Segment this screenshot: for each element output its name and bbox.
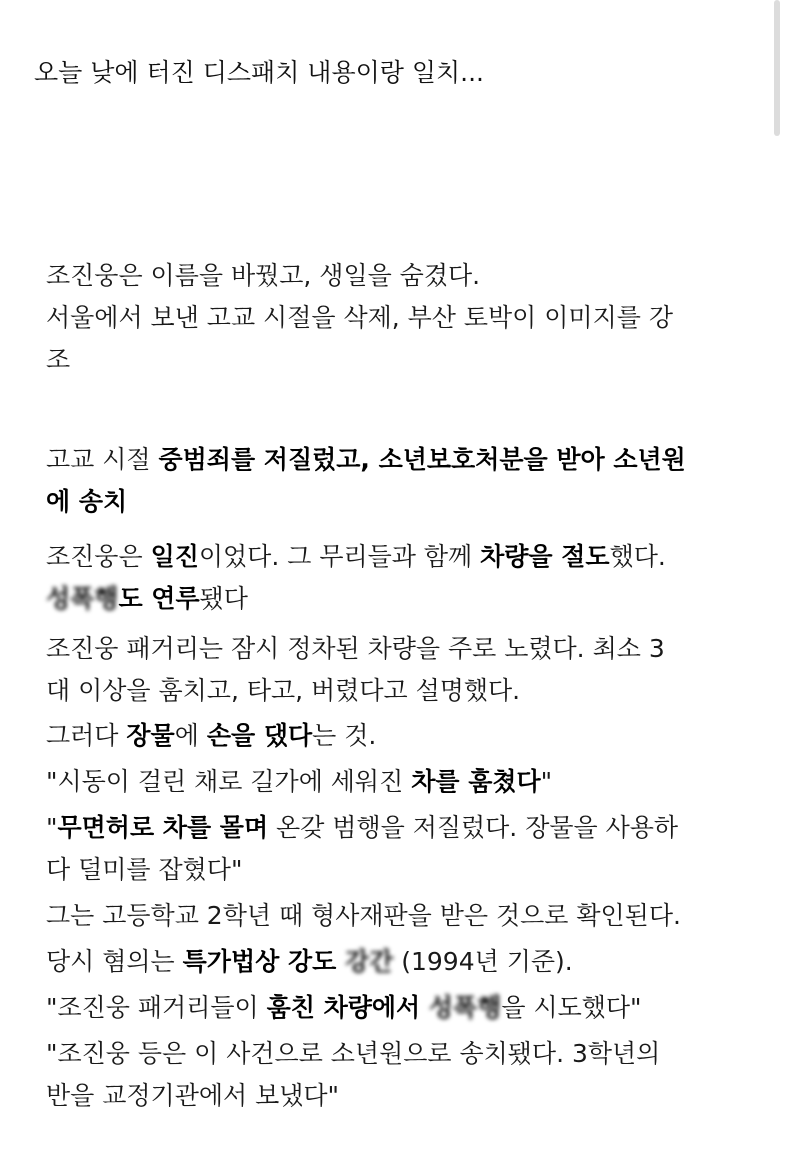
text-segment: 대 이상을 훔치고, 타고, 버렸다고 설명했다. <box>46 676 521 705</box>
text-segment: 됐다 <box>199 584 248 613</box>
text-segment: 조진웅 패거리는 잠시 정차된 차량을 주로 노렸다. 최소 3 <box>46 634 665 663</box>
article-line <box>46 898 681 934</box>
bold-text: 에 송치 <box>46 487 128 516</box>
text-segment: 그러다 <box>46 721 127 750</box>
article-line <box>46 990 642 1026</box>
article-line <box>46 1078 339 1114</box>
text-segment: 에 <box>174 721 207 750</box>
text-segment: 반을 교정기관에서 보냈다" <box>46 1081 340 1110</box>
text-segment: (1994년 기준). <box>393 947 573 976</box>
text-segment: 고교 시절 <box>46 445 159 474</box>
bold-text: 차량을 절도 <box>480 542 610 571</box>
censored-word: 성폭행 <box>428 993 502 1022</box>
bold-text: 장물 <box>126 721 175 750</box>
bold-text: 일진 <box>150 542 199 571</box>
text-segment: "조진웅 등은 이 사건으로 소년원으로 송치됐다. 3학년의 <box>46 1039 661 1068</box>
article-line <box>46 631 665 667</box>
text-segment: 을 시도했다" <box>501 993 642 1022</box>
bold-text: 중범죄를 저질렀고, 소년보호처분을 받아 소년원 <box>158 445 686 474</box>
article-line <box>46 1036 660 1072</box>
article-line <box>46 673 520 709</box>
article-line <box>46 852 242 888</box>
text-segment: 온갖 범행을 저질렀다. 장물을 사용하 <box>268 813 679 842</box>
bold-text: 무면허로 차를 몰며 <box>57 813 269 842</box>
article-line <box>46 300 673 336</box>
article-line <box>46 539 666 575</box>
text-segment: 당시 혐의는 <box>46 947 183 976</box>
article-line <box>46 442 686 478</box>
article-line <box>46 342 70 378</box>
censored-word: 강간 <box>344 947 394 976</box>
text-segment: " <box>540 767 553 796</box>
text-segment: 조진웅은 <box>46 542 151 571</box>
text-segment: 그는 고등학교 2학년 때 형사재판을 받은 것으로 확인된다. <box>46 901 681 930</box>
article-line <box>46 581 248 617</box>
scrollbar[interactable] <box>774 0 780 136</box>
text-segment: " <box>46 813 58 842</box>
bold-text: 특가법상 강도 <box>182 947 345 976</box>
article-line <box>46 810 678 846</box>
text-segment: 했다. <box>609 542 666 571</box>
text-segment: 다 덜미를 잡혔다" <box>46 855 243 884</box>
article-line <box>46 484 127 520</box>
article-line <box>46 944 573 980</box>
text-segment: "시동이 걸린 채로 길가에 세워진 <box>46 767 412 796</box>
bold-text: 훔친 차량에서 <box>266 993 429 1022</box>
post-title: 오늘 낮에 터진 디스패치 내용이랑 일치... <box>34 58 484 87</box>
article-line <box>46 764 552 800</box>
article-line <box>46 258 480 294</box>
censored-word: 성폭행 <box>46 584 119 613</box>
text-segment: 는 것. <box>312 721 377 750</box>
bold-text: 손을 댔다 <box>206 721 313 750</box>
bold-text: 도 연루 <box>118 584 200 613</box>
text-segment: 조진웅은 이름을 바꿨고, 생일을 숨겼다. <box>46 261 481 290</box>
bold-text: 차를 훔쳤다 <box>411 767 541 796</box>
text-segment: 조 <box>46 345 71 374</box>
article-line <box>46 718 376 754</box>
text-segment: "조진웅 패거리들이 <box>46 993 267 1022</box>
text-segment: 서울에서 보낸 고교 시절을 삭제, 부산 토박이 이미지를 강 <box>46 303 673 332</box>
text-segment: 이었다. 그 무리들과 함께 <box>198 542 481 571</box>
